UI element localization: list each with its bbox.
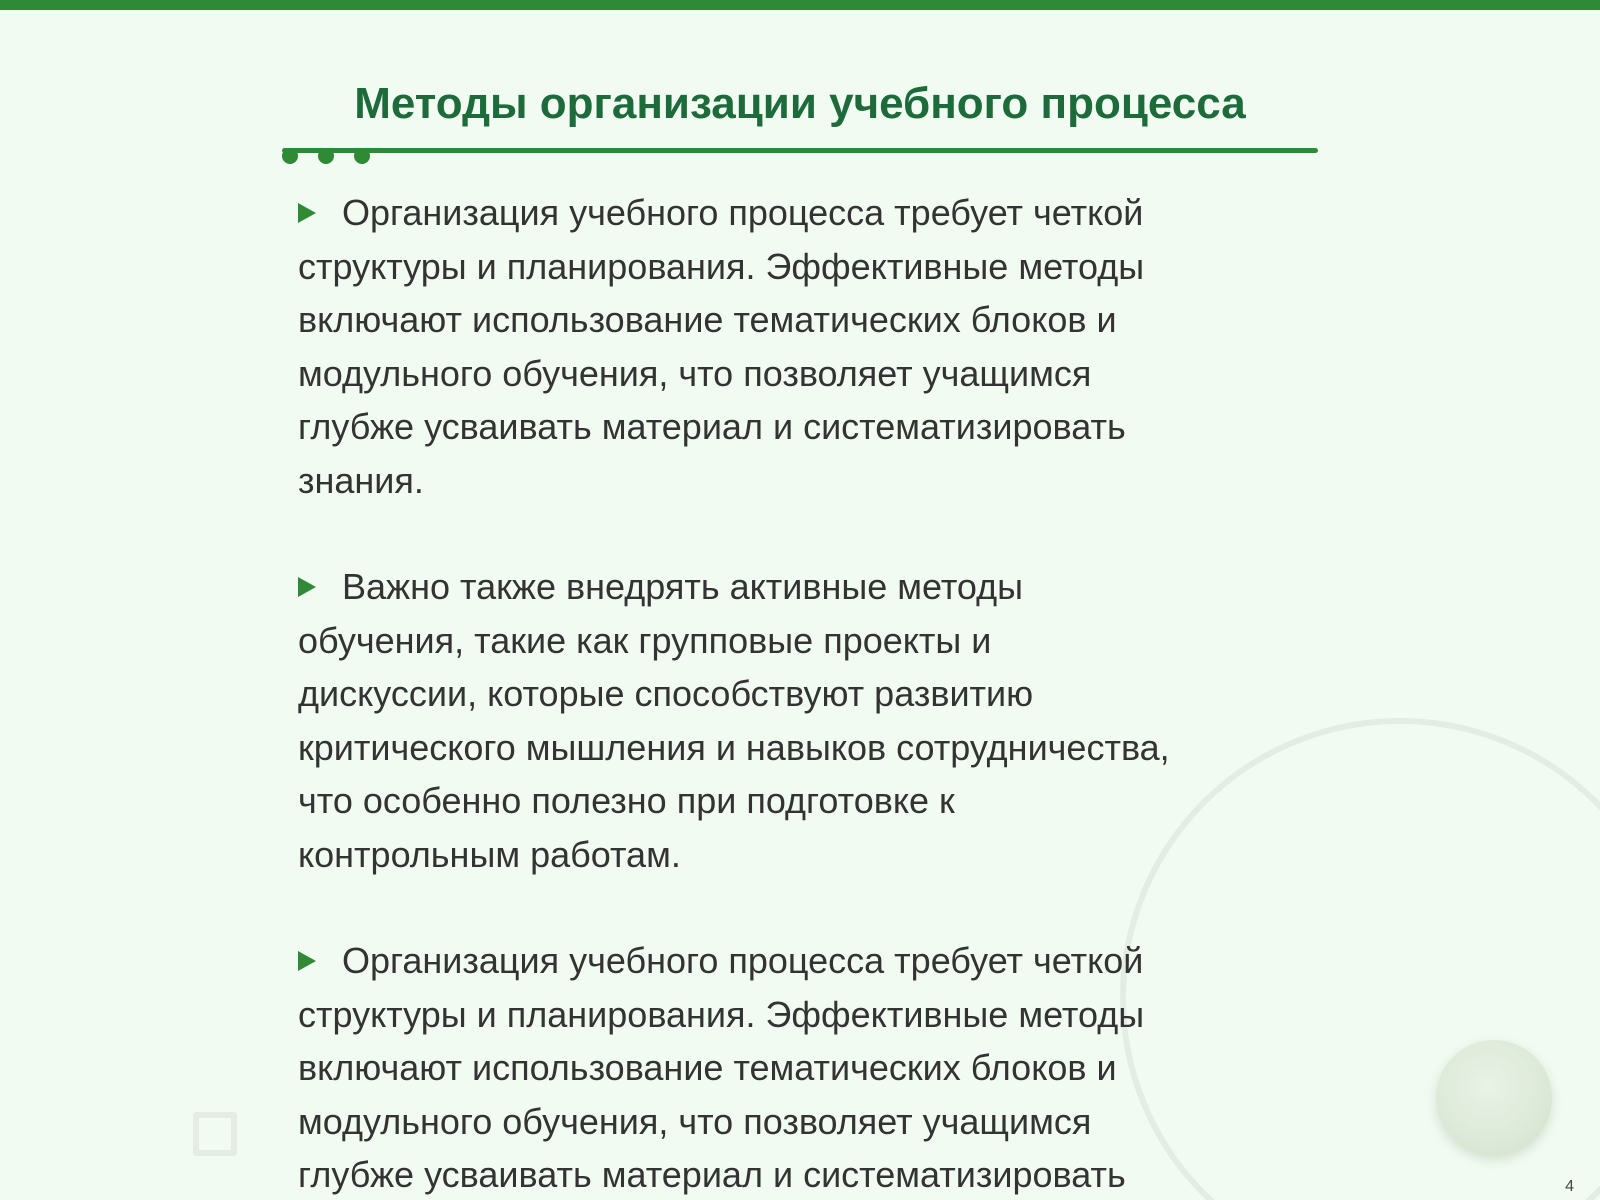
title-dot <box>354 148 370 164</box>
bullet-item <box>298 186 1298 507</box>
page-number: 4 <box>1565 1178 1574 1195</box>
top-accent-bar <box>0 0 1600 10</box>
title-dot <box>318 148 334 164</box>
bullet-text: Организация учебного процесса требует четкой структуры и планирования. Эффективные методы включают использование тематических блоков и модульного обучения, что позволяет учащимся глубже усваивать материал и систематизировать <box>298 940 1145 1195</box>
slide-title: Методы организации учебного процесса <box>354 79 1246 128</box>
title-dot <box>282 148 298 164</box>
triangle-right-icon <box>298 577 316 597</box>
triangle-right-icon <box>298 203 316 223</box>
decorative-circle <box>1436 1040 1552 1156</box>
bullet-text: Организация учебного процесса требует четкой структуры и планирования. Эффективные методы включают использование тематических блоков и модульного обучения, что позволяет учащимся глубже усваивать материал и систематизировать знания. <box>298 192 1145 501</box>
bullet-list <box>298 186 1298 1200</box>
bullet-item <box>298 934 1298 1200</box>
bullet-item <box>298 560 1298 881</box>
decorative-square <box>193 1112 237 1156</box>
title-underline <box>282 148 1318 153</box>
bullet-text: Важно также внедрять активные методы обучения, такие как групповые проекты и дискуссии, которые способствуют развитию критического мышления и навыков сотрудничества, что особенно полезно при подготовке к контрольным работам. <box>298 566 1170 875</box>
triangle-right-icon <box>298 951 316 971</box>
